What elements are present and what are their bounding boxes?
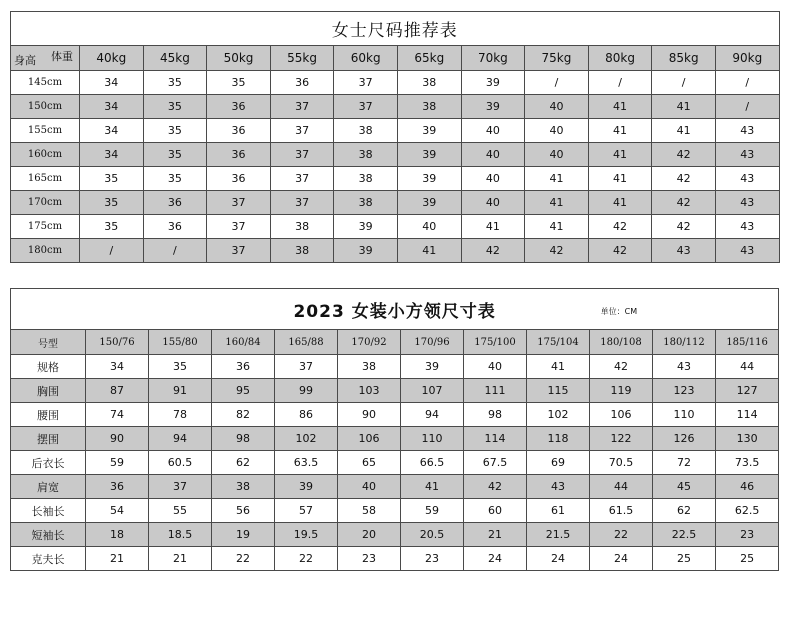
table-cell: 38 bbox=[397, 71, 461, 95]
table-cell: 43 bbox=[715, 119, 779, 143]
corner-height-label: 身高 bbox=[14, 54, 36, 67]
table-cell: 37 bbox=[275, 355, 338, 379]
table-cell: 122 bbox=[590, 427, 653, 451]
table-cell: 65 bbox=[338, 451, 401, 475]
table-cell: 44 bbox=[716, 355, 779, 379]
table-cell: 39 bbox=[461, 95, 525, 119]
table-cell: 38 bbox=[338, 355, 401, 379]
table-cell: 82 bbox=[212, 403, 275, 427]
table-cell: 38 bbox=[334, 167, 398, 191]
row-label: 腰围 bbox=[11, 403, 86, 427]
table-cell: 94 bbox=[149, 427, 212, 451]
table-cell: 42 bbox=[461, 239, 525, 263]
table-cell: 57 bbox=[275, 499, 338, 523]
table-cell: 40 bbox=[464, 355, 527, 379]
column-header: 65kg bbox=[397, 46, 461, 71]
table-cell: 41 bbox=[525, 191, 589, 215]
table-cell: 41 bbox=[527, 355, 590, 379]
size-chart-title-cell bbox=[11, 289, 779, 330]
table-cell: 35 bbox=[143, 167, 207, 191]
table-cell: 45 bbox=[653, 475, 716, 499]
table-cell: 35 bbox=[80, 191, 144, 215]
table-cell: 99 bbox=[275, 379, 338, 403]
table-cell: 36 bbox=[212, 355, 275, 379]
table-cell: 59 bbox=[401, 499, 464, 523]
table-cell: 37 bbox=[270, 95, 334, 119]
table-row bbox=[11, 95, 780, 119]
table-cell: 38 bbox=[212, 475, 275, 499]
row-label: 摆围 bbox=[11, 427, 86, 451]
column-header: 45kg bbox=[143, 46, 207, 71]
table-cell: 107 bbox=[401, 379, 464, 403]
table-cell: 41 bbox=[461, 215, 525, 239]
table-cell: 35 bbox=[80, 215, 144, 239]
table-cell: 40 bbox=[397, 215, 461, 239]
table-cell: 126 bbox=[653, 427, 716, 451]
column-header: 175/104 bbox=[527, 330, 590, 355]
table-cell: 59 bbox=[86, 451, 149, 475]
table-cell: 36 bbox=[207, 119, 271, 143]
column-header: 155/80 bbox=[149, 330, 212, 355]
table-cell: 56 bbox=[212, 499, 275, 523]
table-cell: 40 bbox=[461, 119, 525, 143]
table-cell: 40 bbox=[461, 167, 525, 191]
table-cell: 39 bbox=[397, 167, 461, 191]
table-cell: 103 bbox=[338, 379, 401, 403]
table-cell: 43 bbox=[715, 143, 779, 167]
table-cell: / bbox=[652, 71, 716, 95]
table-cell: 43 bbox=[527, 475, 590, 499]
table-row bbox=[11, 523, 779, 547]
table-cell: 37 bbox=[270, 119, 334, 143]
table-cell: 38 bbox=[270, 239, 334, 263]
table-cell: 43 bbox=[715, 239, 779, 263]
row-label: 后衣长 bbox=[11, 451, 86, 475]
table-row bbox=[11, 547, 779, 571]
table-cell: 67.5 bbox=[464, 451, 527, 475]
table-cell: 37 bbox=[334, 71, 398, 95]
table-cell: 42 bbox=[590, 355, 653, 379]
table-cell: 42 bbox=[588, 215, 652, 239]
row-label: 150cm bbox=[11, 95, 80, 119]
table-cell: 24 bbox=[590, 547, 653, 571]
table-cell: 98 bbox=[212, 427, 275, 451]
table-cell: 36 bbox=[207, 95, 271, 119]
table-cell: 78 bbox=[149, 403, 212, 427]
table-cell: 36 bbox=[207, 143, 271, 167]
table-cell: 41 bbox=[652, 95, 716, 119]
table-cell: 21 bbox=[86, 547, 149, 571]
table-cell: 38 bbox=[334, 191, 398, 215]
table-cell: 35 bbox=[143, 119, 207, 143]
table-cell: 19 bbox=[212, 523, 275, 547]
table-cell: 39 bbox=[397, 191, 461, 215]
column-header: 70kg bbox=[461, 46, 525, 71]
table-cell: 43 bbox=[653, 355, 716, 379]
table-row bbox=[11, 379, 779, 403]
table-cell: 24 bbox=[464, 547, 527, 571]
table-cell: 35 bbox=[143, 143, 207, 167]
column-header: 40kg bbox=[80, 46, 144, 71]
table-row bbox=[11, 499, 779, 523]
table-cell: 42 bbox=[652, 167, 716, 191]
table-cell: 40 bbox=[525, 119, 589, 143]
row-label: 160cm bbox=[11, 143, 80, 167]
table-cell: 38 bbox=[397, 95, 461, 119]
table-cell: 127 bbox=[716, 379, 779, 403]
table-cell: 95 bbox=[212, 379, 275, 403]
table-cell: 22 bbox=[275, 547, 338, 571]
table-cell: 37 bbox=[149, 475, 212, 499]
table-cell: 34 bbox=[80, 119, 144, 143]
table-cell: 41 bbox=[397, 239, 461, 263]
row-label: 胸围 bbox=[11, 379, 86, 403]
table-cell: 42 bbox=[652, 191, 716, 215]
column-header: 85kg bbox=[652, 46, 716, 71]
table-cell: 63.5 bbox=[275, 451, 338, 475]
row-label: 肩宽 bbox=[11, 475, 86, 499]
table-cell: 18 bbox=[86, 523, 149, 547]
table-cell: 36 bbox=[143, 215, 207, 239]
row-label: 155cm bbox=[11, 119, 80, 143]
table-cell: 41 bbox=[588, 191, 652, 215]
table-cell: 34 bbox=[80, 95, 144, 119]
row-label: 145cm bbox=[11, 71, 80, 95]
table-cell: 119 bbox=[590, 379, 653, 403]
table-cell: 114 bbox=[464, 427, 527, 451]
table-cell: 41 bbox=[588, 167, 652, 191]
table-cell: 60.5 bbox=[149, 451, 212, 475]
column-header: 170/92 bbox=[338, 330, 401, 355]
column-header: 80kg bbox=[588, 46, 652, 71]
table-cell: 73.5 bbox=[716, 451, 779, 475]
row-label: 长袖长 bbox=[11, 499, 86, 523]
table-cell: 110 bbox=[653, 403, 716, 427]
table-cell: 41 bbox=[588, 95, 652, 119]
table-cell: 43 bbox=[715, 167, 779, 191]
size-header-row bbox=[11, 330, 779, 355]
table-cell: 46 bbox=[716, 475, 779, 499]
column-header: 60kg bbox=[334, 46, 398, 71]
table-cell: 22.5 bbox=[653, 523, 716, 547]
table-cell: 60 bbox=[464, 499, 527, 523]
table-row bbox=[11, 167, 780, 191]
corner-cell bbox=[11, 46, 80, 71]
row-label: 克夫长 bbox=[11, 547, 86, 571]
table-cell: / bbox=[80, 239, 144, 263]
table-cell: 130 bbox=[716, 427, 779, 451]
table-cell: 39 bbox=[461, 71, 525, 95]
table-cell: 18.5 bbox=[149, 523, 212, 547]
table-cell: 54 bbox=[86, 499, 149, 523]
table-cell: 69 bbox=[527, 451, 590, 475]
table-cell: 35 bbox=[143, 71, 207, 95]
table-cell: 41 bbox=[588, 119, 652, 143]
table-cell: 58 bbox=[338, 499, 401, 523]
table-cell: 22 bbox=[212, 547, 275, 571]
table-cell: 21 bbox=[464, 523, 527, 547]
header-label: 号型 bbox=[11, 330, 86, 355]
size-recommendation-table bbox=[10, 11, 780, 263]
table-cell: 42 bbox=[652, 215, 716, 239]
unit-label: 单位：CM bbox=[600, 307, 638, 316]
table-cell: 41 bbox=[652, 119, 716, 143]
table-cell: 90 bbox=[86, 427, 149, 451]
table-cell: 98 bbox=[464, 403, 527, 427]
table-cell: / bbox=[715, 71, 779, 95]
table-cell: 39 bbox=[334, 215, 398, 239]
table-row bbox=[11, 239, 780, 263]
table-cell: 34 bbox=[80, 71, 144, 95]
table-cell: 61 bbox=[527, 499, 590, 523]
table-cell: / bbox=[715, 95, 779, 119]
row-label: 175cm bbox=[11, 215, 80, 239]
table-cell: 61.5 bbox=[590, 499, 653, 523]
table-row bbox=[11, 475, 779, 499]
table-cell: 37 bbox=[207, 239, 271, 263]
table-cell: 42 bbox=[525, 239, 589, 263]
table-row bbox=[11, 119, 780, 143]
table-cell: 34 bbox=[86, 355, 149, 379]
table-cell: 94 bbox=[401, 403, 464, 427]
column-header: 175/100 bbox=[464, 330, 527, 355]
table-cell: 36 bbox=[143, 191, 207, 215]
table-cell: 41 bbox=[588, 143, 652, 167]
table-cell: 36 bbox=[207, 167, 271, 191]
corner-weight-label: 体重 bbox=[51, 50, 73, 63]
table-cell: 21.5 bbox=[527, 523, 590, 547]
table-cell: 102 bbox=[275, 427, 338, 451]
table-row bbox=[11, 191, 780, 215]
table-row bbox=[11, 451, 779, 475]
table-cell: 20.5 bbox=[401, 523, 464, 547]
table-cell: 36 bbox=[86, 475, 149, 499]
row-label: 短袖长 bbox=[11, 523, 86, 547]
table-cell: 41 bbox=[525, 215, 589, 239]
table-cell: 70.5 bbox=[590, 451, 653, 475]
table-cell: 20 bbox=[338, 523, 401, 547]
table-cell: 21 bbox=[149, 547, 212, 571]
table-cell: 35 bbox=[80, 167, 144, 191]
table-cell: 102 bbox=[527, 403, 590, 427]
table-cell: / bbox=[143, 239, 207, 263]
table-cell: 24 bbox=[527, 547, 590, 571]
table-cell: 55 bbox=[149, 499, 212, 523]
column-header: 150/76 bbox=[86, 330, 149, 355]
table-cell: 39 bbox=[401, 355, 464, 379]
table-cell: 43 bbox=[715, 215, 779, 239]
table-cell: 72 bbox=[653, 451, 716, 475]
column-header: 170/96 bbox=[401, 330, 464, 355]
table-cell: 39 bbox=[275, 475, 338, 499]
table-cell: 39 bbox=[397, 143, 461, 167]
table-cell: 62 bbox=[653, 499, 716, 523]
column-header: 165/88 bbox=[275, 330, 338, 355]
table-cell: 114 bbox=[716, 403, 779, 427]
table-cell: 42 bbox=[464, 475, 527, 499]
table-cell: 41 bbox=[401, 475, 464, 499]
table-cell: 39 bbox=[397, 119, 461, 143]
table-cell: 43 bbox=[715, 191, 779, 215]
table-cell: 35 bbox=[149, 355, 212, 379]
table-cell: 25 bbox=[716, 547, 779, 571]
table-cell: 23 bbox=[338, 547, 401, 571]
table-cell: 23 bbox=[401, 547, 464, 571]
table-cell: 34 bbox=[80, 143, 144, 167]
table-cell: 74 bbox=[86, 403, 149, 427]
table-cell: 35 bbox=[207, 71, 271, 95]
table-cell: 37 bbox=[270, 191, 334, 215]
row-label: 170cm bbox=[11, 191, 80, 215]
table-cell: 25 bbox=[653, 547, 716, 571]
table-cell: / bbox=[525, 71, 589, 95]
table-cell: 40 bbox=[461, 191, 525, 215]
table-cell: 37 bbox=[270, 167, 334, 191]
table-cell: 37 bbox=[207, 191, 271, 215]
table-cell: 37 bbox=[207, 215, 271, 239]
table-cell: 118 bbox=[527, 427, 590, 451]
column-header: 160/84 bbox=[212, 330, 275, 355]
table-cell: 37 bbox=[334, 95, 398, 119]
table-cell: 38 bbox=[270, 215, 334, 239]
table-row bbox=[11, 215, 780, 239]
table-cell: 35 bbox=[143, 95, 207, 119]
table-cell: 39 bbox=[334, 239, 398, 263]
table-cell: 115 bbox=[527, 379, 590, 403]
column-header: 75kg bbox=[525, 46, 589, 71]
table-cell: 106 bbox=[590, 403, 653, 427]
column-header: 185/116 bbox=[716, 330, 779, 355]
size-chart-table bbox=[10, 288, 779, 571]
table-cell: 66.5 bbox=[401, 451, 464, 475]
table-cell: 36 bbox=[270, 71, 334, 95]
table-cell: 87 bbox=[86, 379, 149, 403]
table-cell: 86 bbox=[275, 403, 338, 427]
table-cell: 41 bbox=[525, 167, 589, 191]
table-cell: 40 bbox=[525, 143, 589, 167]
table-cell: 90 bbox=[338, 403, 401, 427]
size-recommendation-title: 女士尺码推荐表 bbox=[11, 12, 780, 46]
table-row bbox=[11, 71, 780, 95]
table-cell: / bbox=[588, 71, 652, 95]
table-cell: 62.5 bbox=[716, 499, 779, 523]
row-label: 规格 bbox=[11, 355, 86, 379]
table-cell: 42 bbox=[652, 143, 716, 167]
row-label: 165cm bbox=[11, 167, 80, 191]
weight-header-row bbox=[11, 46, 780, 71]
table-row bbox=[11, 427, 779, 451]
table-cell: 23 bbox=[716, 523, 779, 547]
table-cell: 40 bbox=[338, 475, 401, 499]
table-cell: 106 bbox=[338, 427, 401, 451]
table-cell: 62 bbox=[212, 451, 275, 475]
size-chart-title: 2023 女装小方领尺寸表 bbox=[293, 301, 496, 322]
table-cell: 43 bbox=[652, 239, 716, 263]
table-cell: 38 bbox=[334, 119, 398, 143]
table-cell: 40 bbox=[525, 95, 589, 119]
table-row bbox=[11, 143, 780, 167]
column-header: 50kg bbox=[207, 46, 271, 71]
table-cell: 22 bbox=[590, 523, 653, 547]
table-cell: 91 bbox=[149, 379, 212, 403]
table-row bbox=[11, 403, 779, 427]
table-cell: 42 bbox=[588, 239, 652, 263]
column-header: 180/108 bbox=[590, 330, 653, 355]
table-cell: 44 bbox=[590, 475, 653, 499]
table-cell: 123 bbox=[653, 379, 716, 403]
table-cell: 19.5 bbox=[275, 523, 338, 547]
table-cell: 37 bbox=[270, 143, 334, 167]
table-cell: 110 bbox=[401, 427, 464, 451]
column-header: 55kg bbox=[270, 46, 334, 71]
table-cell: 40 bbox=[461, 143, 525, 167]
table-cell: 38 bbox=[334, 143, 398, 167]
row-label: 180cm bbox=[11, 239, 80, 263]
table-cell: 111 bbox=[464, 379, 527, 403]
column-header: 180/112 bbox=[653, 330, 716, 355]
table-row bbox=[11, 355, 779, 379]
column-header: 90kg bbox=[715, 46, 779, 71]
